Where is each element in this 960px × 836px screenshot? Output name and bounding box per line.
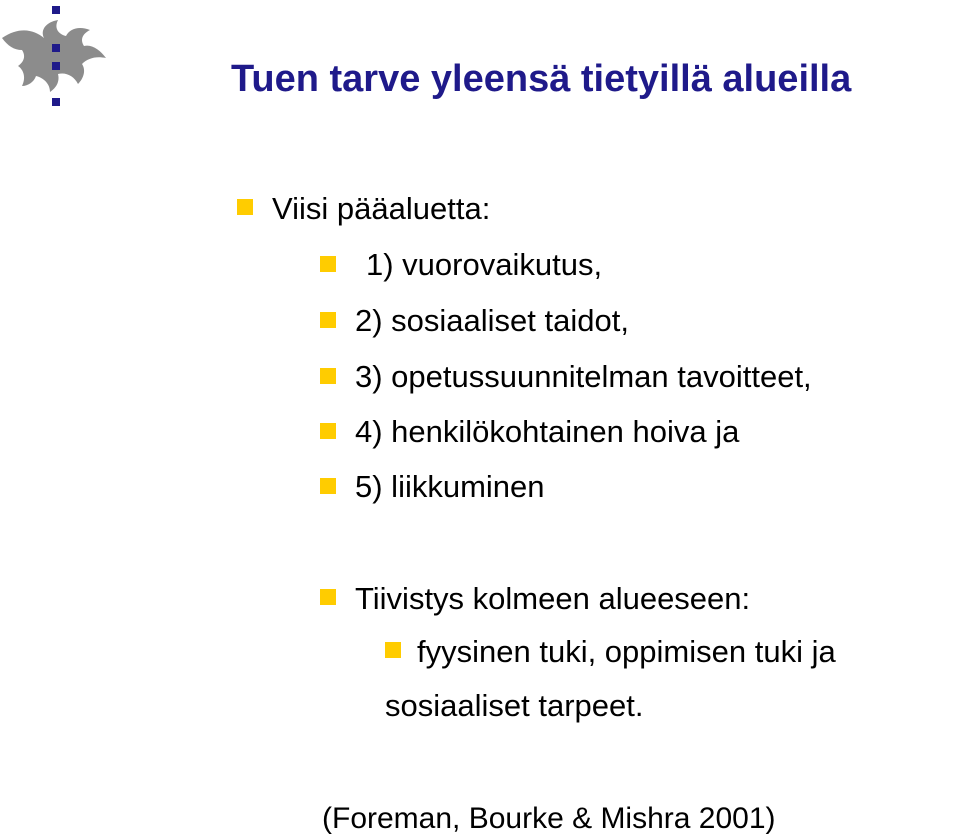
slide-title: Tuen tarve yleensä tietyillä alueilla (231, 58, 852, 100)
list-item: 3) opetussuunnitelman tavoitteet, (355, 359, 812, 394)
list-item: 1) vuorovaikutus, (366, 247, 603, 282)
intro-text: Viisi pääaluetta: (272, 191, 491, 226)
summary-detail-continuation: sosiaaliset tarpeet. (385, 688, 644, 723)
square-bullet-icon (385, 642, 401, 658)
citation: (Foreman, Bourke & Mishra 2001) (322, 802, 776, 835)
square-bullet-icon (320, 589, 336, 605)
list-item: 5) liikkuminen (355, 469, 545, 504)
square-bullet-icon (320, 478, 336, 494)
square-bullet-icon (320, 423, 336, 439)
square-bullet-icon (320, 312, 336, 328)
summary-text: Tiivistys kolmeen alueeseen: (355, 581, 751, 616)
square-bullet-icon (320, 368, 336, 384)
summary-detail: fyysinen tuki, oppimisen tuki ja (417, 634, 836, 669)
list-item: 4) henkilökohtainen hoiva ja (355, 414, 740, 449)
list-item: 2) sosiaaliset taidot, (355, 303, 629, 338)
square-bullet-icon (237, 199, 253, 215)
square-bullet-icon (320, 256, 336, 272)
university-flame-logo (0, 0, 112, 112)
